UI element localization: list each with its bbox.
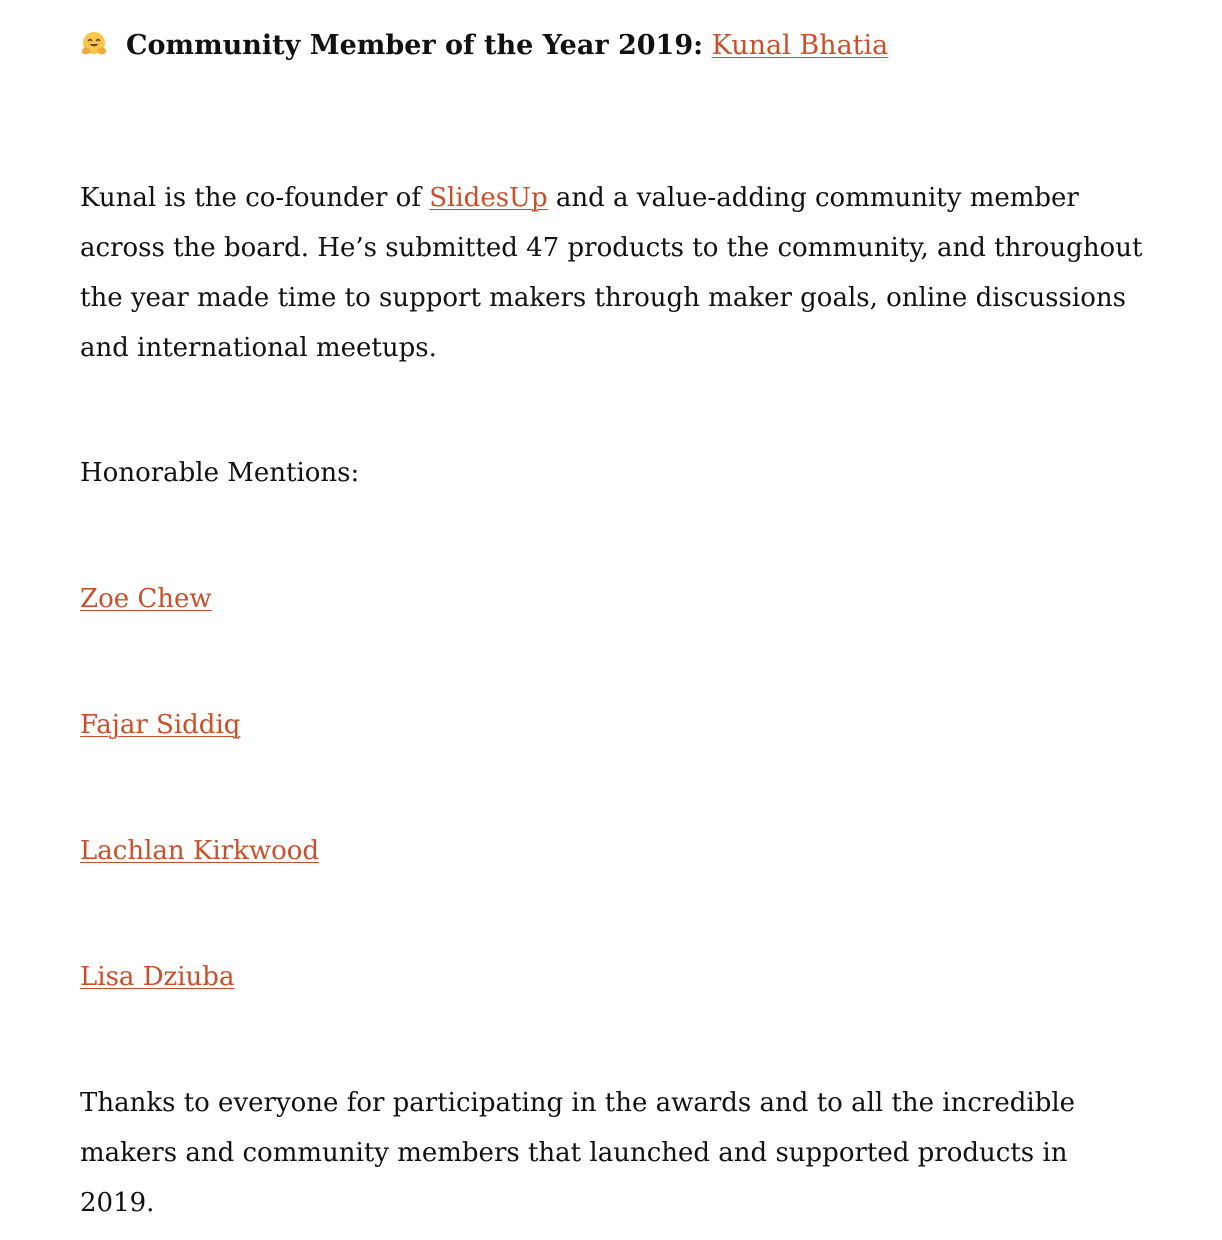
mention-item <box>80 574 212 624</box>
mention-link-lisa-dziuba[interactable]: Lisa Dziuba <box>80 962 235 992</box>
mention-item <box>80 826 319 876</box>
closing-paragraph: Thanks to everyone for participating in the awards and to all the incredible makers and community members that launched and supported products in 2019. <box>80 1088 1076 1218</box>
award-title: Community Member of the Year 2019: <box>126 30 704 61</box>
mention-link-lachlan-kirkwood[interactable]: Lachlan Kirkwood <box>80 836 320 866</box>
description-text-start: Kunal is the co-founder of <box>80 183 430 213</box>
description-text-end: and a value-adding community member across the board. He’s submitted 47 products to the community, and throughout the year made time to support makers through maker goals, online discussions and international meetups. <box>80 183 1143 363</box>
mention-link-zoe-chew[interactable]: Zoe Chew <box>80 584 212 614</box>
award-heading <box>80 26 888 66</box>
winner-link[interactable]: Kunal Bhatia <box>711 30 889 61</box>
mention-item <box>80 952 234 1002</box>
mention-link-fajar-siddiq[interactable]: Fajar Siddiq <box>80 710 241 740</box>
winner-description <box>80 173 1160 373</box>
honorable-mentions-label: Honorable Mentions: <box>80 458 360 488</box>
slidesup-link[interactable]: SlidesUp <box>429 183 548 213</box>
mention-item <box>80 700 240 750</box>
hugging-face-icon <box>80 30 108 58</box>
